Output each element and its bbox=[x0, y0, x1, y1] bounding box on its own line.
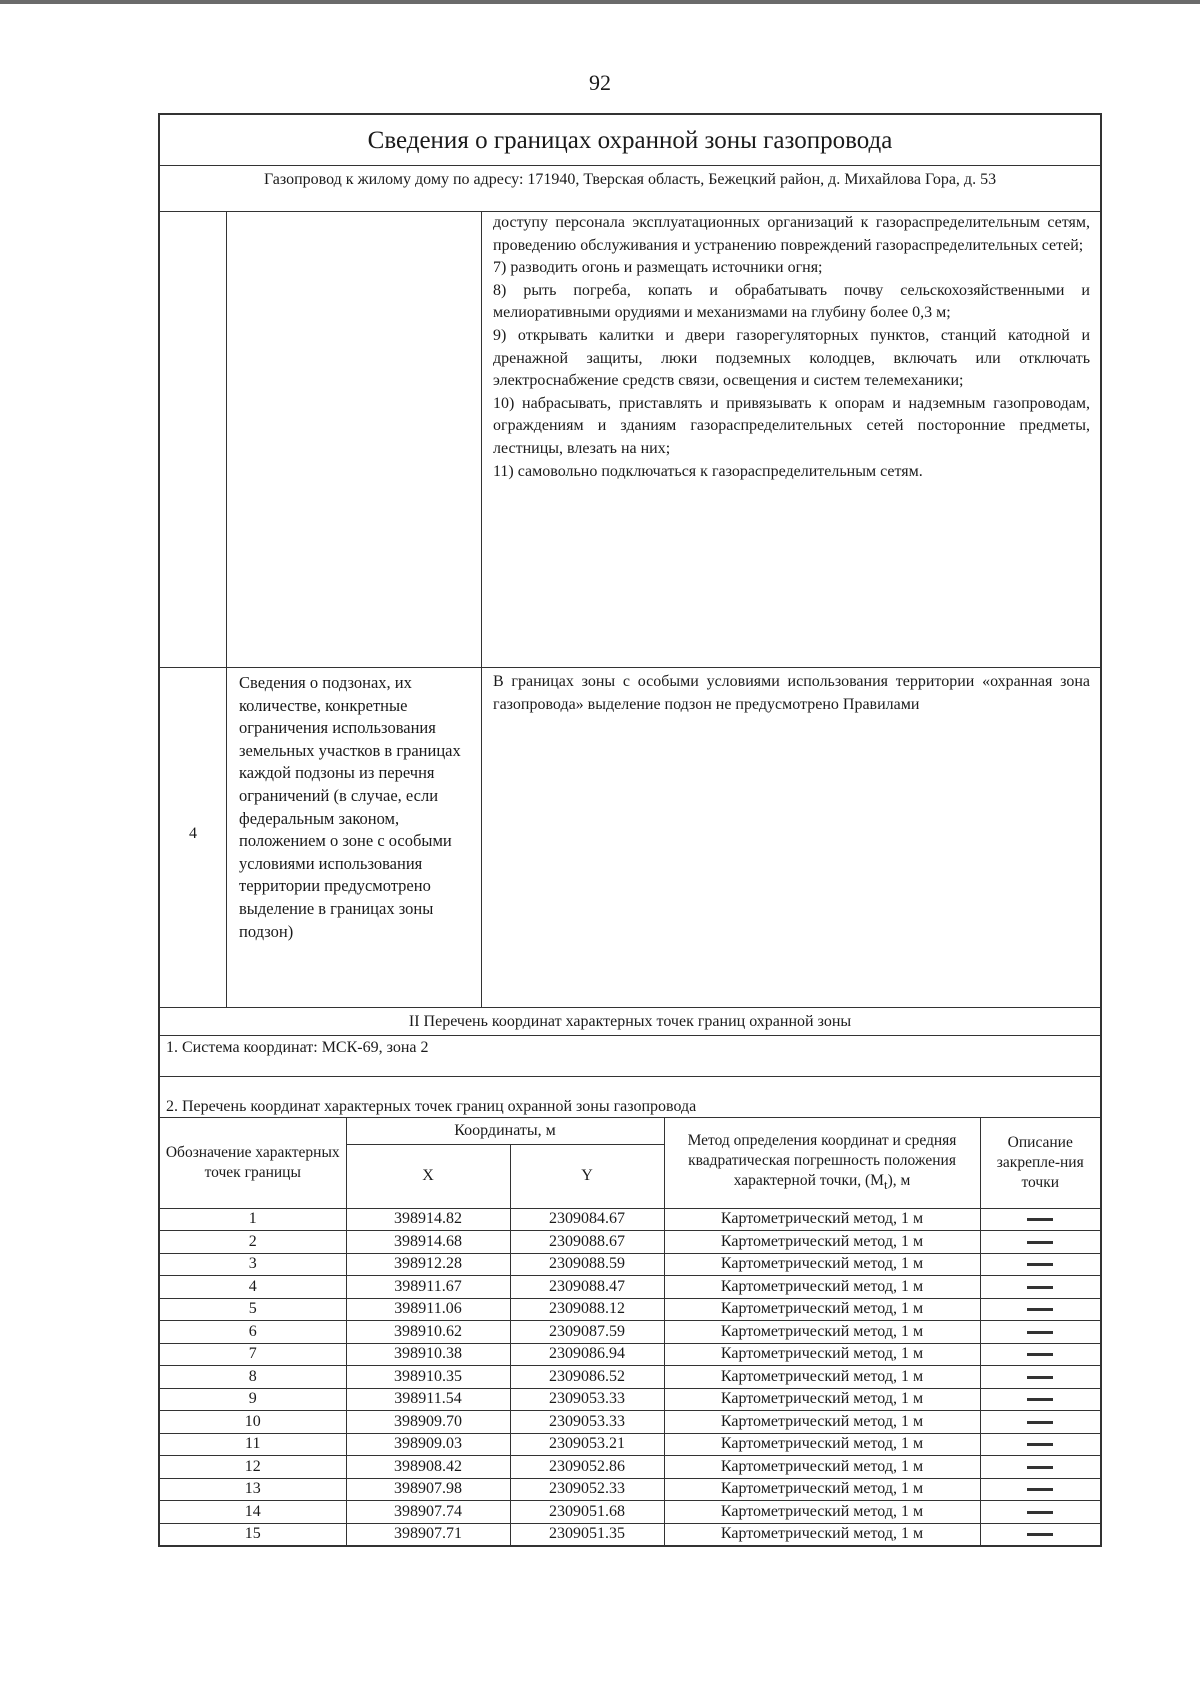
table-row bbox=[160, 1388, 1100, 1411]
subzones-text-cell: В границах зоны с особыми условиями использования территории «охранная зона газопровода» выделение подзон не предусмотрено Правилами bbox=[493, 673, 1090, 713]
y-coordinate-cell: 2309053.21 bbox=[510, 1433, 664, 1456]
document-title: Сведения о границах охранной зоны газопровода bbox=[160, 115, 1100, 166]
coordinates-list-title: 2. Перечень координат характерных точек границ охранной зоны газопровода bbox=[160, 1077, 1100, 1118]
dash-mark bbox=[1027, 1533, 1053, 1536]
method-cell: Картометрический метод, 1 м bbox=[664, 1231, 980, 1254]
restriction-line: 9) открывать калитки и двери газорегуляторных пунктов, станций катодной и дренажной защиты, люки подземных колодцев, включать или отключать электроснабжение средств связи, освещения и систем телемеханики; bbox=[493, 326, 1090, 390]
point-number-cell: 14 bbox=[160, 1501, 346, 1524]
header-y: Y bbox=[510, 1144, 664, 1208]
row-number-cell bbox=[160, 212, 227, 667]
x-coordinate-cell: 398911.06 bbox=[346, 1298, 510, 1321]
dash-mark bbox=[1027, 1398, 1053, 1401]
description-cell bbox=[980, 1388, 1100, 1411]
restrictions-continued-row bbox=[160, 212, 1100, 668]
coordinates-table bbox=[160, 1118, 1100, 1545]
coordinates-table-wrap bbox=[160, 1118, 1100, 1545]
header-coordinates: Координаты, м bbox=[346, 1118, 664, 1144]
table-row bbox=[160, 1501, 1100, 1524]
restriction-line: 8) рыть погреба, копать и обрабатывать почву сельскохозяйственными и мелиоративными орудиями и механизмами на глубину более 0,3 м; bbox=[493, 281, 1090, 322]
table-row bbox=[160, 1298, 1100, 1321]
method-cell: Картометрический метод, 1 м bbox=[664, 1208, 980, 1231]
x-coordinate-cell: 398910.35 bbox=[346, 1366, 510, 1389]
table-row bbox=[160, 1456, 1100, 1479]
description-cell bbox=[980, 1208, 1100, 1231]
point-number-cell: 1 bbox=[160, 1208, 346, 1231]
y-coordinate-cell: 2309051.35 bbox=[510, 1523, 664, 1545]
header-method: Метод определения координат и средняя квадратическая погрешность положения характерной точки, $(M_t)$, м bbox=[664, 1118, 980, 1208]
method-cell: Картометрический метод, 1 м bbox=[664, 1411, 980, 1434]
description-cell bbox=[980, 1343, 1100, 1366]
description-cell bbox=[980, 1253, 1100, 1276]
method-cell: Картометрический метод, 1 м bbox=[664, 1276, 980, 1299]
table-row bbox=[160, 1253, 1100, 1276]
y-coordinate-cell: 2309088.47 bbox=[510, 1276, 664, 1299]
description-cell bbox=[980, 1298, 1100, 1321]
table-row bbox=[160, 1231, 1100, 1254]
method-cell: Картометрический метод, 1 м bbox=[664, 1366, 980, 1389]
dash-mark bbox=[1027, 1353, 1053, 1356]
y-coordinate-cell: 2309052.33 bbox=[510, 1478, 664, 1501]
restriction-line: 7) разводить огонь и размещать источники огня; bbox=[493, 259, 823, 277]
table-row bbox=[160, 1343, 1100, 1366]
description-cell bbox=[980, 1411, 1100, 1434]
subzones-row bbox=[160, 668, 1100, 1008]
dash-mark bbox=[1027, 1421, 1053, 1424]
restriction-line: 11) самовольно подключаться к газораспределительным сетям. bbox=[493, 462, 923, 480]
header-designation: Обозначение характерных точек границы bbox=[160, 1118, 346, 1208]
dash-mark bbox=[1027, 1286, 1053, 1289]
description-cell bbox=[980, 1433, 1100, 1456]
point-number-cell: 8 bbox=[160, 1366, 346, 1389]
table-row bbox=[160, 1411, 1100, 1434]
coordinate-system: 1. Система координат: МСК-69, зона 2 bbox=[160, 1036, 1100, 1077]
method-cell: Картометрический метод, 1 м bbox=[664, 1343, 980, 1366]
x-coordinate-cell: 398907.98 bbox=[346, 1478, 510, 1501]
x-coordinate-cell: 398908.42 bbox=[346, 1456, 510, 1479]
description-cell bbox=[980, 1231, 1100, 1254]
dash-mark bbox=[1027, 1241, 1053, 1244]
method-cell: Картометрический метод, 1 м bbox=[664, 1456, 980, 1479]
pipeline-address: Газопровод к жилому дому по адресу: 171940, Тверская область, Бежецкий район, д. Михайлова Гора, д. 53 bbox=[160, 166, 1100, 212]
point-number-cell: 7 bbox=[160, 1343, 346, 1366]
x-coordinate-cell: 398910.62 bbox=[346, 1321, 510, 1344]
dash-mark bbox=[1027, 1466, 1053, 1469]
zone-info-frame bbox=[158, 113, 1102, 1547]
dash-mark bbox=[1027, 1488, 1053, 1491]
section-title: II Перечень координат характерных точек границ охранной зоны bbox=[160, 1008, 1100, 1036]
row-number-cell bbox=[160, 668, 227, 1007]
table-row bbox=[160, 1208, 1100, 1231]
description-cell bbox=[980, 1276, 1100, 1299]
dash-mark bbox=[1027, 1376, 1053, 1379]
point-number-cell: 13 bbox=[160, 1478, 346, 1501]
y-coordinate-cell: 2309086.52 bbox=[510, 1366, 664, 1389]
x-coordinate-cell: 398911.67 bbox=[346, 1276, 510, 1299]
y-coordinate-cell: 2309087.59 bbox=[510, 1321, 664, 1344]
y-coordinate-cell: 2309088.12 bbox=[510, 1298, 664, 1321]
y-coordinate-cell: 2309052.86 bbox=[510, 1456, 664, 1479]
x-coordinate-cell: 398912.28 bbox=[346, 1253, 510, 1276]
table-row bbox=[160, 1433, 1100, 1456]
table-row bbox=[160, 1321, 1100, 1344]
y-coordinate-cell: 2309086.94 bbox=[510, 1343, 664, 1366]
description-cell bbox=[980, 1478, 1100, 1501]
row-number: 4 bbox=[189, 825, 197, 842]
table-row bbox=[160, 1478, 1100, 1501]
table-row bbox=[160, 1523, 1100, 1545]
y-coordinate-cell: 2309088.59 bbox=[510, 1253, 664, 1276]
method-cell: Картометрический метод, 1 м bbox=[664, 1433, 980, 1456]
description-cell bbox=[980, 1523, 1100, 1545]
point-number-cell: 6 bbox=[160, 1321, 346, 1344]
y-coordinate-cell: 2309084.67 bbox=[510, 1208, 664, 1231]
point-number-cell: 10 bbox=[160, 1411, 346, 1434]
restriction-line: 10) набрасывать, приставлять и привязывать к опорам и надземным газопроводам, ограждениям и зданиям газораспределительных сетей посторонние предметы, лестницы, влезать на них; bbox=[493, 394, 1090, 457]
dash-mark bbox=[1027, 1218, 1053, 1221]
x-coordinate-cell: 398910.38 bbox=[346, 1343, 510, 1366]
description-cell bbox=[980, 1366, 1100, 1389]
x-coordinate-cell: 398914.68 bbox=[346, 1231, 510, 1254]
header-description: Описание закрепле-ния точки bbox=[980, 1118, 1100, 1208]
y-coordinate-cell: 2309053.33 bbox=[510, 1411, 664, 1434]
y-coordinate-cell: 2309088.67 bbox=[510, 1231, 664, 1254]
restrictions-text-cell bbox=[482, 212, 1100, 667]
point-number-cell: 5 bbox=[160, 1298, 346, 1321]
point-number-cell: 3 bbox=[160, 1253, 346, 1276]
method-cell: Картометрический метод, 1 м bbox=[664, 1388, 980, 1411]
method-cell: Картометрический метод, 1 м bbox=[664, 1321, 980, 1344]
restriction-line: доступу персонала эксплуатационных организаций к газораспределительным сетям, проведению обслуживания и устранению повреждений газораспределительных сетей; bbox=[493, 214, 1090, 254]
dash-mark bbox=[1027, 1511, 1053, 1514]
y-coordinate-cell: 2309051.68 bbox=[510, 1501, 664, 1524]
point-number-cell: 15 bbox=[160, 1523, 346, 1545]
x-coordinate-cell: 398907.74 bbox=[346, 1501, 510, 1524]
page-number: 92 bbox=[589, 70, 611, 95]
y-coordinate-cell: 2309053.33 bbox=[510, 1388, 664, 1411]
header-x: X bbox=[346, 1144, 510, 1208]
point-number-cell: 4 bbox=[160, 1276, 346, 1299]
method-cell: Картометрический метод, 1 м bbox=[664, 1298, 980, 1321]
dash-mark bbox=[1027, 1308, 1053, 1311]
x-coordinate-cell: 398911.54 bbox=[346, 1388, 510, 1411]
point-number-cell: 9 bbox=[160, 1388, 346, 1411]
description-cell bbox=[980, 1321, 1100, 1344]
x-coordinate-cell: 398907.71 bbox=[346, 1523, 510, 1545]
dash-mark bbox=[1027, 1443, 1053, 1446]
point-number-cell: 12 bbox=[160, 1456, 346, 1479]
dash-mark bbox=[1027, 1263, 1053, 1266]
description-cell bbox=[980, 1456, 1100, 1479]
point-number-cell: 11 bbox=[160, 1433, 346, 1456]
row-label-cell bbox=[227, 212, 482, 667]
x-coordinate-cell: 398909.03 bbox=[346, 1433, 510, 1456]
row-label-cell: Сведения о подзонах, их количестве, конкретные ограничения использования земельных участков в границах каждой подзоны из перечня ограничений (в случае, если федеральным законом, положением о зоне с особыми условиями использования территории предусмотрено выделение в границах зоны подзон) bbox=[227, 668, 482, 1007]
table-row bbox=[160, 1366, 1100, 1389]
table-row bbox=[160, 1276, 1100, 1299]
description-cell bbox=[980, 1501, 1100, 1524]
top-scan-edge bbox=[0, 0, 1200, 4]
point-number-cell: 2 bbox=[160, 1231, 346, 1254]
method-cell: Картометрический метод, 1 м bbox=[664, 1253, 980, 1276]
method-cell: Картометрический метод, 1 м bbox=[664, 1523, 980, 1545]
method-cell: Картометрический метод, 1 м bbox=[664, 1501, 980, 1524]
x-coordinate-cell: 398909.70 bbox=[346, 1411, 510, 1434]
dash-mark bbox=[1027, 1331, 1053, 1334]
method-cell: Картометрический метод, 1 м bbox=[664, 1478, 980, 1501]
x-coordinate-cell: 398914.82 bbox=[346, 1208, 510, 1231]
